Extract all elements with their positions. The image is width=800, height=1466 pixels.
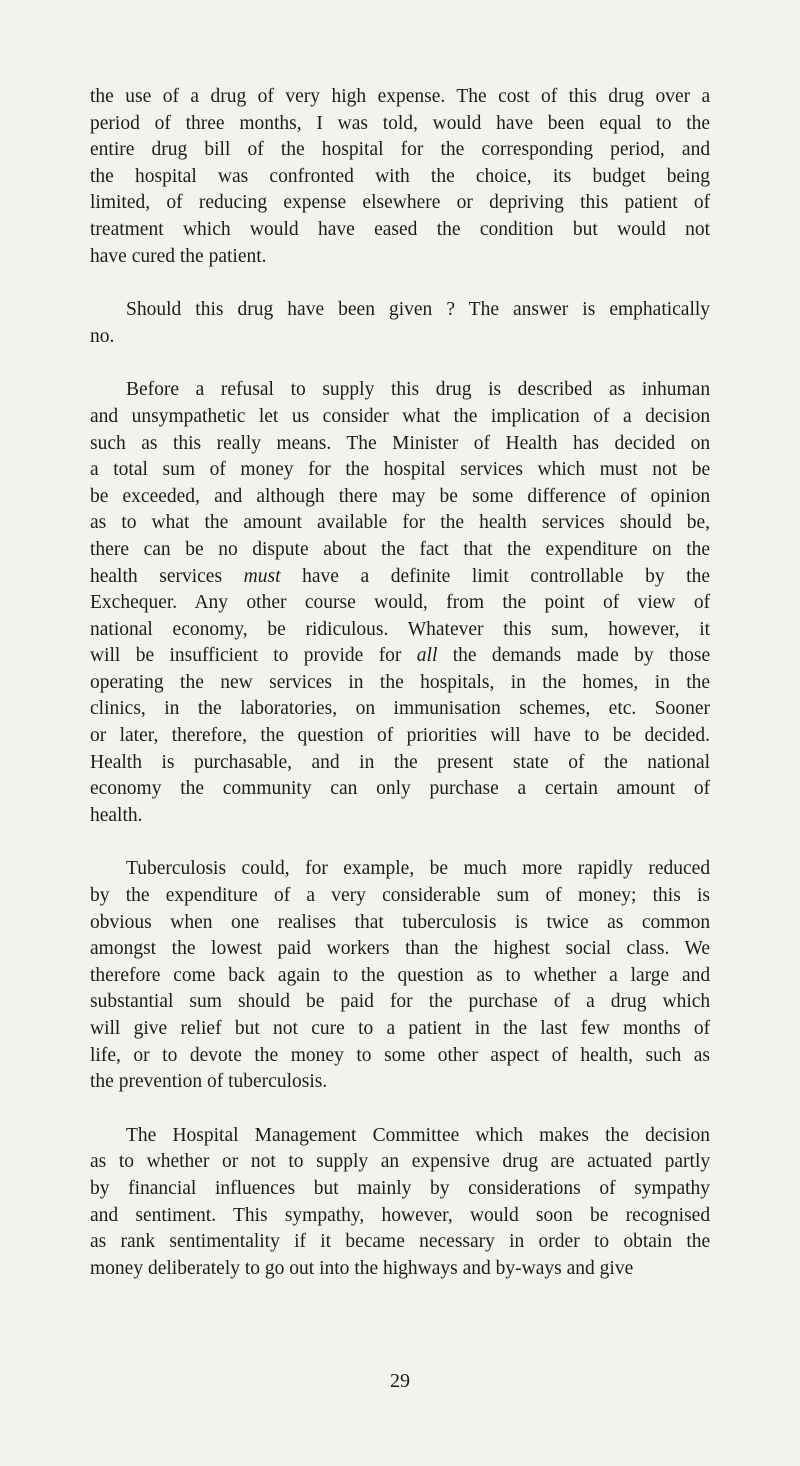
text-line: no. [90, 325, 115, 347]
text-line: obvious when one realises that tuberculosis is twice as common [90, 911, 711, 933]
text-line: clinics, in the laboratories, on immunisation schemes, etc. Sooner [90, 698, 710, 720]
text-line: entire drug bill of the hospital for the corresponding period, and [90, 139, 711, 161]
text-line: substantial sum should be paid for the purchase of a drug which [90, 991, 711, 1013]
text-line: limited, of reducing expense elsewhere or depriving this patient of [90, 192, 711, 214]
text-line: will be insufficient to provide for all the demands made by those [90, 645, 711, 667]
text-line: have cured the patient. [90, 245, 267, 267]
emphasis: must [243, 565, 281, 587]
text-line: will give relief but not cure to a patient in the last few months of [90, 1018, 711, 1039]
paragraph [90, 1123, 710, 1283]
paragraph [90, 377, 710, 829]
text-line: money deliberately to go out into the highways and by-ways and give [90, 1257, 634, 1279]
text-line: and unsympathetic let us consider what the implication of a decision [90, 405, 711, 427]
text-line: such as this really means. The Minister of Health has decided on [90, 432, 711, 454]
text-line: a total sum of money for the hospital services which must not be [90, 459, 711, 481]
text-line: economy the community can only purchase a certain amount of [90, 778, 711, 800]
text-line: by the expenditure of a very considerable sum of money; this is [90, 885, 711, 907]
text-line: The Hospital Management Committee which makes the decision [126, 1124, 711, 1146]
text-line: health. [90, 804, 143, 826]
text-line: national economy, be ridiculous. Whatever this sum, however, it [90, 618, 711, 640]
emphasis: all [416, 645, 438, 667]
text-line: Health is purchasable, and in the present state of the national [90, 751, 711, 773]
text-line: treatment which would have eased the condition but would not [90, 218, 711, 240]
text-line: as to what the amount available for the health services should be, [90, 512, 711, 534]
text-line: Before a refusal to supply this drug is described as inhuman [126, 379, 711, 401]
text-line: be exceeded, and although there may be some difference of opinion [90, 485, 711, 507]
text-line: the prevention of tuberculosis. [90, 1071, 328, 1093]
text-line: period of three months, I was told, would have been equal to the [90, 112, 711, 134]
text-line: the hospital was confronted with the choice, its budget being [90, 165, 711, 187]
text-line: as to whether or not to supply an expensive drug are actuated partly [90, 1151, 711, 1173]
text-line: by financial influences but mainly by considerations of sympathy [90, 1177, 711, 1199]
text-line: or later, therefore, the question of priorities will have to be decided. [90, 725, 711, 747]
paragraph [90, 297, 710, 350]
body-text [90, 84, 710, 1309]
text-line: health services must have a definite limit controllable by the [90, 565, 710, 587]
text-line: amongst the lowest paid workers than the highest social class. We [90, 938, 711, 960]
text-line: life, or to devote the money to some other aspect of health, such as [90, 1044, 711, 1066]
paragraph [90, 856, 710, 1095]
paragraph [90, 84, 710, 270]
page-number: 29 [390, 1370, 410, 1392]
text-line: the use of a drug of very high expense. The cost of this drug over a [90, 86, 711, 107]
text-line: and sentiment. This sympathy, however, would soon be recognised [90, 1204, 711, 1226]
text-line: there can be no dispute about the fact that the expenditure on the [90, 538, 711, 560]
text-line: Exchequer. Any other course would, from the point of view of [90, 592, 711, 614]
text-line: operating the new services in the hospitals, in the homes, in the [90, 671, 711, 693]
text-line: Should this drug have been given ? The answer is emphatically [126, 299, 711, 321]
text-line: therefore come back again to the question as to whether a large and [90, 964, 711, 986]
text-line: as rank sentimentality if it became necessary in order to obtain the [90, 1231, 711, 1253]
text-line: Tuberculosis could, for example, be much more rapidly reduced [126, 858, 711, 880]
